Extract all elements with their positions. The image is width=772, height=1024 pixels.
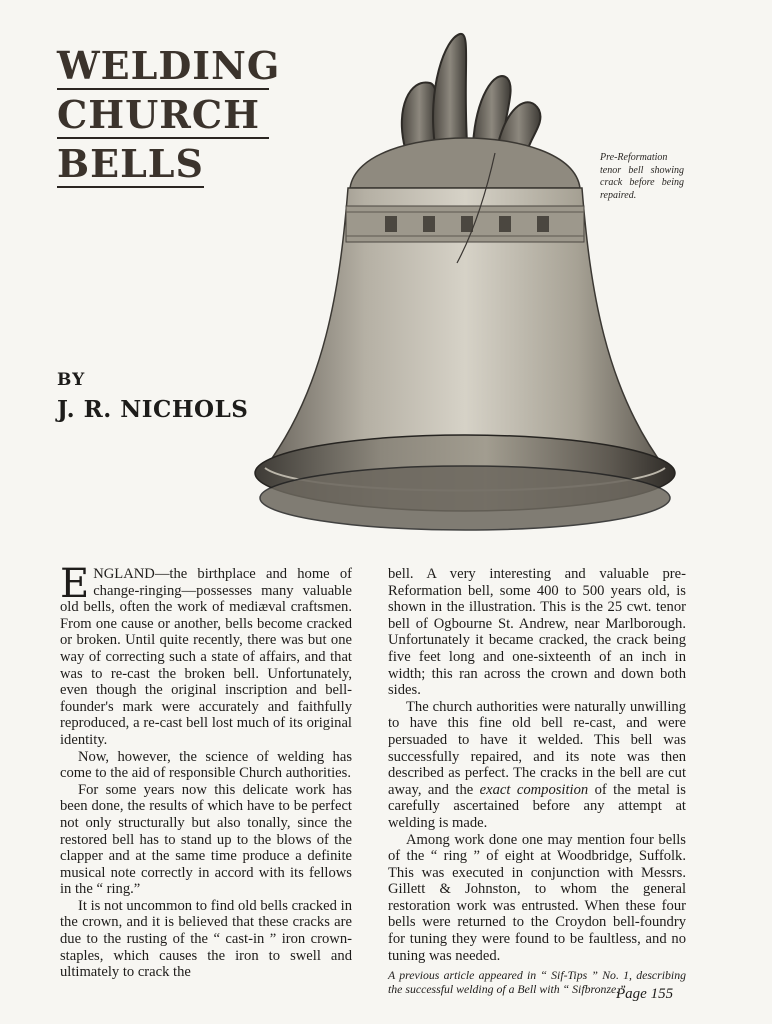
- left-column: [60, 561, 352, 981]
- footnote: A previous article appeared in “ Sif-Tips ” No. 1, describing the successful welding of a Bell with “ Sifbronze.”: [388, 968, 686, 996]
- title-line-1: WELDING: [57, 43, 281, 88]
- paragraph-6-text-b: of the metal is carefully ascertained before any attempt at welding is made.: [388, 781, 686, 831]
- title-line-2: CHURCH: [57, 93, 269, 139]
- paragraph-3: For some years now this delicate work has been done, the results of which have to be perfect not only structurally but also tonally, since the restored bell has to stand up to the blows of the clapper and at the same time produce a definite musical note correctly in accord with its fellows in the “ ring.”: [60, 781, 352, 898]
- paragraph-6-emphasis: exact composition: [479, 781, 589, 798]
- article-title: [57, 43, 281, 191]
- paragraph-1-text: NGLAND—the birthplace and home of change-ringing—possesses many valuable old bells, often the work of mediæval craftsmen. From one cause or another, bells become cracked or broken. Until quite recently, there was but one way of correcting such a state of affairs, and that was to re-cast the broken bell. Unfortunately, even though the original inscription and bell-founder's mark were accurately and faithfully reproduced, a re-cast bell lost much of its original identity.: [60, 566, 352, 748]
- right-column: [388, 566, 686, 996]
- figure-caption: Pre-Reformation tenor bell showing crack before being repaired.: [600, 152, 684, 201]
- paragraph-5: bell. A very interesting and valuable pre-Reformation bell, some 400 to 500 years old, is shown in the illustration. This is the 25 cwt. tenor bell of Ogbourne St. Andrew, near Marlborough. Unfortunately it became cracked, the crack being five feet long and one-sixteenth of an inch in width; this ran across the crown and down both sides.: [388, 566, 686, 699]
- paragraph-4: It is not uncommon to find old bells cracked in the crown, and it is believed that these cracks are due to the rusting of the “ cast-in ” iron crown-staples, which causes the iron to swell and ultimately to crack the: [60, 897, 352, 981]
- byline-author: J. R. NICHOLS: [57, 396, 249, 423]
- title-line-3: BELLS: [57, 141, 204, 186]
- drop-cap: E: [60, 561, 90, 607]
- paragraph-6-text-a: The church authorities were naturally unwilling to have this fine old bell re-cast, and were persuaded to have it welded. This bell was successfully repaired, and its note was then described as perfect. The cracks in the bell are cut away, and the: [388, 698, 686, 798]
- paragraph-7: Among work done one may mention four bells of the “ ring ” of eight at Woodbridge, Suffolk. This was executed in conjunction with Messrs. Gillett & Johnston, to whom the general restoration work was entrusted. When these four bells were returned to the Croydon bell-foundry for tuning they were found to be faultless, and no tuning was needed.: [388, 831, 686, 964]
- paragraph-6: [388, 699, 686, 832]
- bell-illustration: [245, 28, 680, 558]
- page-number: Page 155: [616, 986, 674, 1002]
- byline-by: BY: [57, 370, 86, 390]
- paragraph-1: [60, 561, 352, 749]
- paragraph-2: Now, however, the science of welding has come to the aid of responsible Church authorities.: [60, 748, 352, 782]
